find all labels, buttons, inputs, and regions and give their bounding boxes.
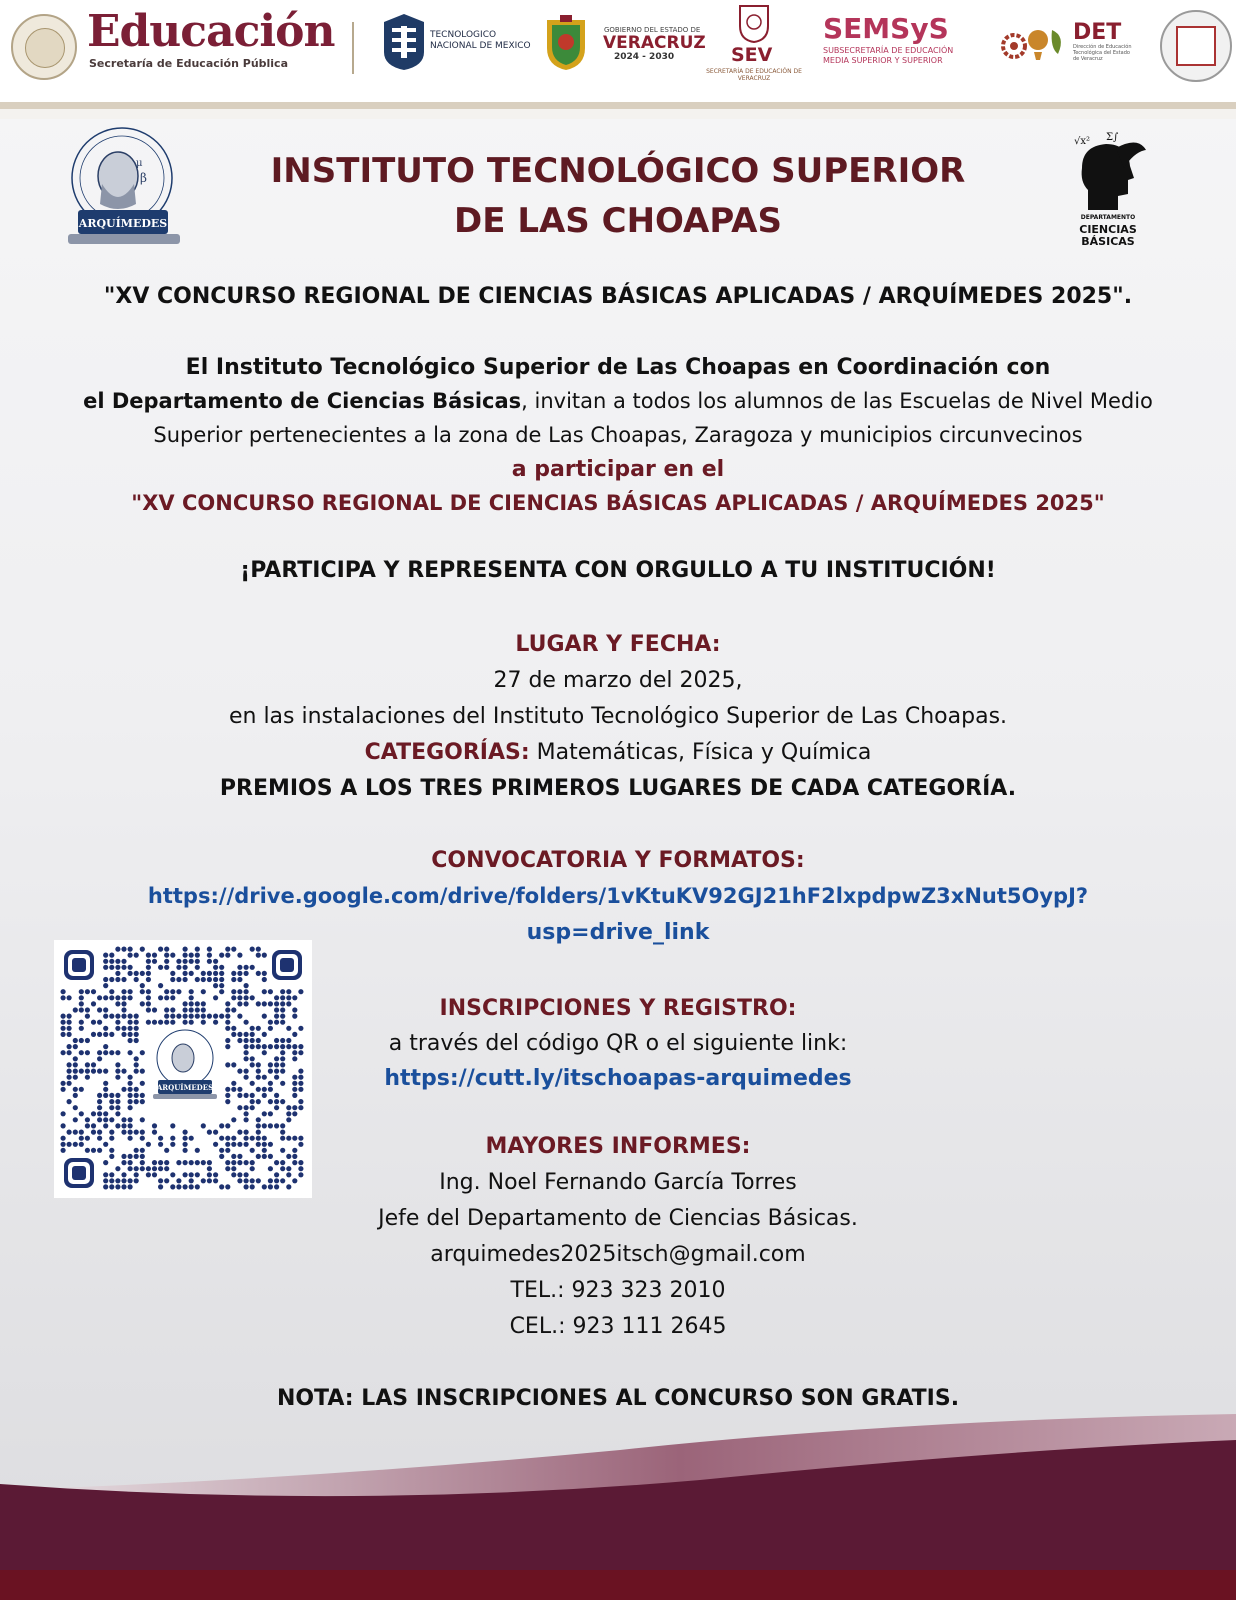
slogan: ¡PARTICIPA Y REPRESENTA CON ORGULLO A TU INSTITUCIÓN! xyxy=(240,558,996,583)
svg-text:β: β xyxy=(140,171,147,185)
sep-logo-subtitle: Secretaría de Educación Pública xyxy=(89,57,289,70)
invite-line3: Superior pertenecientes a la zona de Las Choapas, Zaragoza y municipios circunvecinos xyxy=(153,423,1083,447)
lugar-place: en las instalaciones del Instituto Tecnológico Superior de Las Choapas. xyxy=(228,704,1008,729)
informes-cel: CEL.: 923 111 2645 xyxy=(509,1314,727,1339)
invite-line4: a participar en el xyxy=(511,457,725,482)
det-title: DET xyxy=(1073,20,1122,45)
semsys-line2: MEDIA SUPERIOR Y SUPERIOR xyxy=(823,56,943,65)
banner-divider xyxy=(352,22,354,74)
veracruz-title: VERACRUZ xyxy=(603,33,706,53)
lugar-heading: LUGAR Y FECHA: xyxy=(515,632,721,657)
arquimedes-logo-icon xyxy=(62,122,186,254)
convocatoria-link-line1[interactable]: https://drive.google.com/drive/folders/1vKtuKV92GJ21hF2lxpdpwZ3xNut5OypJ? xyxy=(147,884,1089,908)
tecnm-line1: TECNOLOGICO xyxy=(430,30,497,40)
categorias-value: Matemáticas, Física y Química xyxy=(529,740,872,765)
qr-finder-top-right xyxy=(272,950,302,980)
invite-line2 xyxy=(0,389,1236,413)
contest-heading: "XV CONCURSO REGIONAL DE CIENCIAS BÁSICAS APLICADAS / ARQUÍMEDES 2025". xyxy=(103,284,1133,309)
convocatoria-link[interactable] xyxy=(0,884,1236,908)
informes-email[interactable]: arquimedes2025itsch@gmail.com xyxy=(430,1242,806,1267)
svg-text:μ: μ xyxy=(136,158,143,169)
sev-title: SEV xyxy=(731,44,773,66)
informes-tel: TEL.: 923 323 2010 xyxy=(510,1278,726,1303)
det-line1: Dirección de Educación xyxy=(1073,44,1132,50)
cb-label-line3: BÁSICAS xyxy=(1081,235,1135,248)
informes-heading: MAYORES INFORMES: xyxy=(485,1134,751,1159)
invite-line2-bold: el Departamento de Ciencias Básicas xyxy=(83,389,522,413)
svg-text:Σ∫: Σ∫ xyxy=(1106,132,1119,143)
veracruz-years: 2024 - 2030 xyxy=(614,52,675,62)
mexico-seal-icon xyxy=(11,14,77,80)
det-line3: de Veracruz xyxy=(1073,56,1103,62)
tecnm-logo-text xyxy=(430,30,531,52)
svg-text:√x²: √x² xyxy=(1074,136,1091,147)
lugar-date: 27 de marzo del 2025, xyxy=(493,668,743,693)
premios-line: PREMIOS A LOS TRES PRIMEROS LUGARES DE CADA CATEGORÍA. xyxy=(219,776,1017,801)
logo-banner xyxy=(0,0,1236,102)
invite-line1: El Instituto Tecnológico Superior de Las Choapas en Coordinación con xyxy=(185,355,1051,380)
veracruz-small: GOBIERNO DEL ESTADO DE xyxy=(604,26,701,34)
qr-center-badge-text: ARQUÍMEDES xyxy=(156,1083,214,1092)
sev-subtitle: SECRETARÍA DE EDUCACIÓN DE VERACRUZ xyxy=(706,68,802,82)
invite-line2-rest: , invitan a todos los alumnos de las Escuelas de Nivel Medio xyxy=(521,389,1153,413)
det-gears-icon xyxy=(1000,22,1072,68)
title-line2: DE LAS CHOAPAS xyxy=(454,201,782,241)
itsch-badge-icon xyxy=(1160,10,1232,82)
ciencias-basicas-label xyxy=(1058,212,1158,248)
inscripciones-text: a través del código QR o el siguiente link: xyxy=(388,1031,848,1056)
qr-finder-top-left xyxy=(64,950,94,980)
arquimedes-badge-text: ARQUÍMEDES xyxy=(78,217,168,230)
categorias-line xyxy=(0,740,1236,765)
cb-label-line1: DEPARTAMENTO xyxy=(1080,214,1136,221)
convocatoria-link-cont[interactable]: usp=drive_link xyxy=(526,920,710,945)
semsys-subtitle xyxy=(823,46,953,66)
tecnm-logo-icon xyxy=(380,12,428,72)
institute-title xyxy=(210,146,1026,246)
informes-role: Jefe del Departamento de Ciencias Básicas. xyxy=(378,1206,858,1231)
inscripciones-link[interactable]: https://cutt.ly/itschoapas-arquimedes xyxy=(384,1066,852,1091)
sep-logo-title: Educación xyxy=(87,6,335,57)
footer-wave xyxy=(0,1410,1236,1600)
tecnm-line2: NACIONAL DE MEXICO xyxy=(430,41,531,51)
nota: NOTA: LAS INSCRIPCIONES AL CONCURSO SON GRATIS. xyxy=(276,1386,960,1411)
title-line1: INSTITUTO TECNOLÓGICO SUPERIOR xyxy=(270,151,966,191)
sev-shield-icon xyxy=(736,4,772,44)
categorias-label: CATEGORÍAS: xyxy=(364,740,530,765)
det-subtitle xyxy=(1073,44,1132,62)
det-line2: Tecnológica del Estado xyxy=(1073,50,1130,56)
semsys-title: SEMSyS xyxy=(823,12,949,45)
banner-under xyxy=(0,109,1236,119)
inscripciones-heading: INSCRIPCIONES Y REGISTRO: xyxy=(439,996,797,1021)
convocatoria-heading: CONVOCATORIA Y FORMATOS: xyxy=(431,848,805,873)
banner-rule xyxy=(0,102,1236,109)
cb-label-line2: CIENCIAS xyxy=(1079,223,1137,236)
invite-line5: "XV CONCURSO REGIONAL DE CIENCIAS BÁSICAS APLICADAS / ARQUÍMEDES 2025" xyxy=(131,491,1105,515)
semsys-line1: SUBSECRETARÍA DE EDUCACIÓN xyxy=(823,46,954,55)
veracruz-shield-icon xyxy=(543,14,589,72)
informes-name: Ing. Noel Fernando García Torres xyxy=(439,1170,797,1195)
